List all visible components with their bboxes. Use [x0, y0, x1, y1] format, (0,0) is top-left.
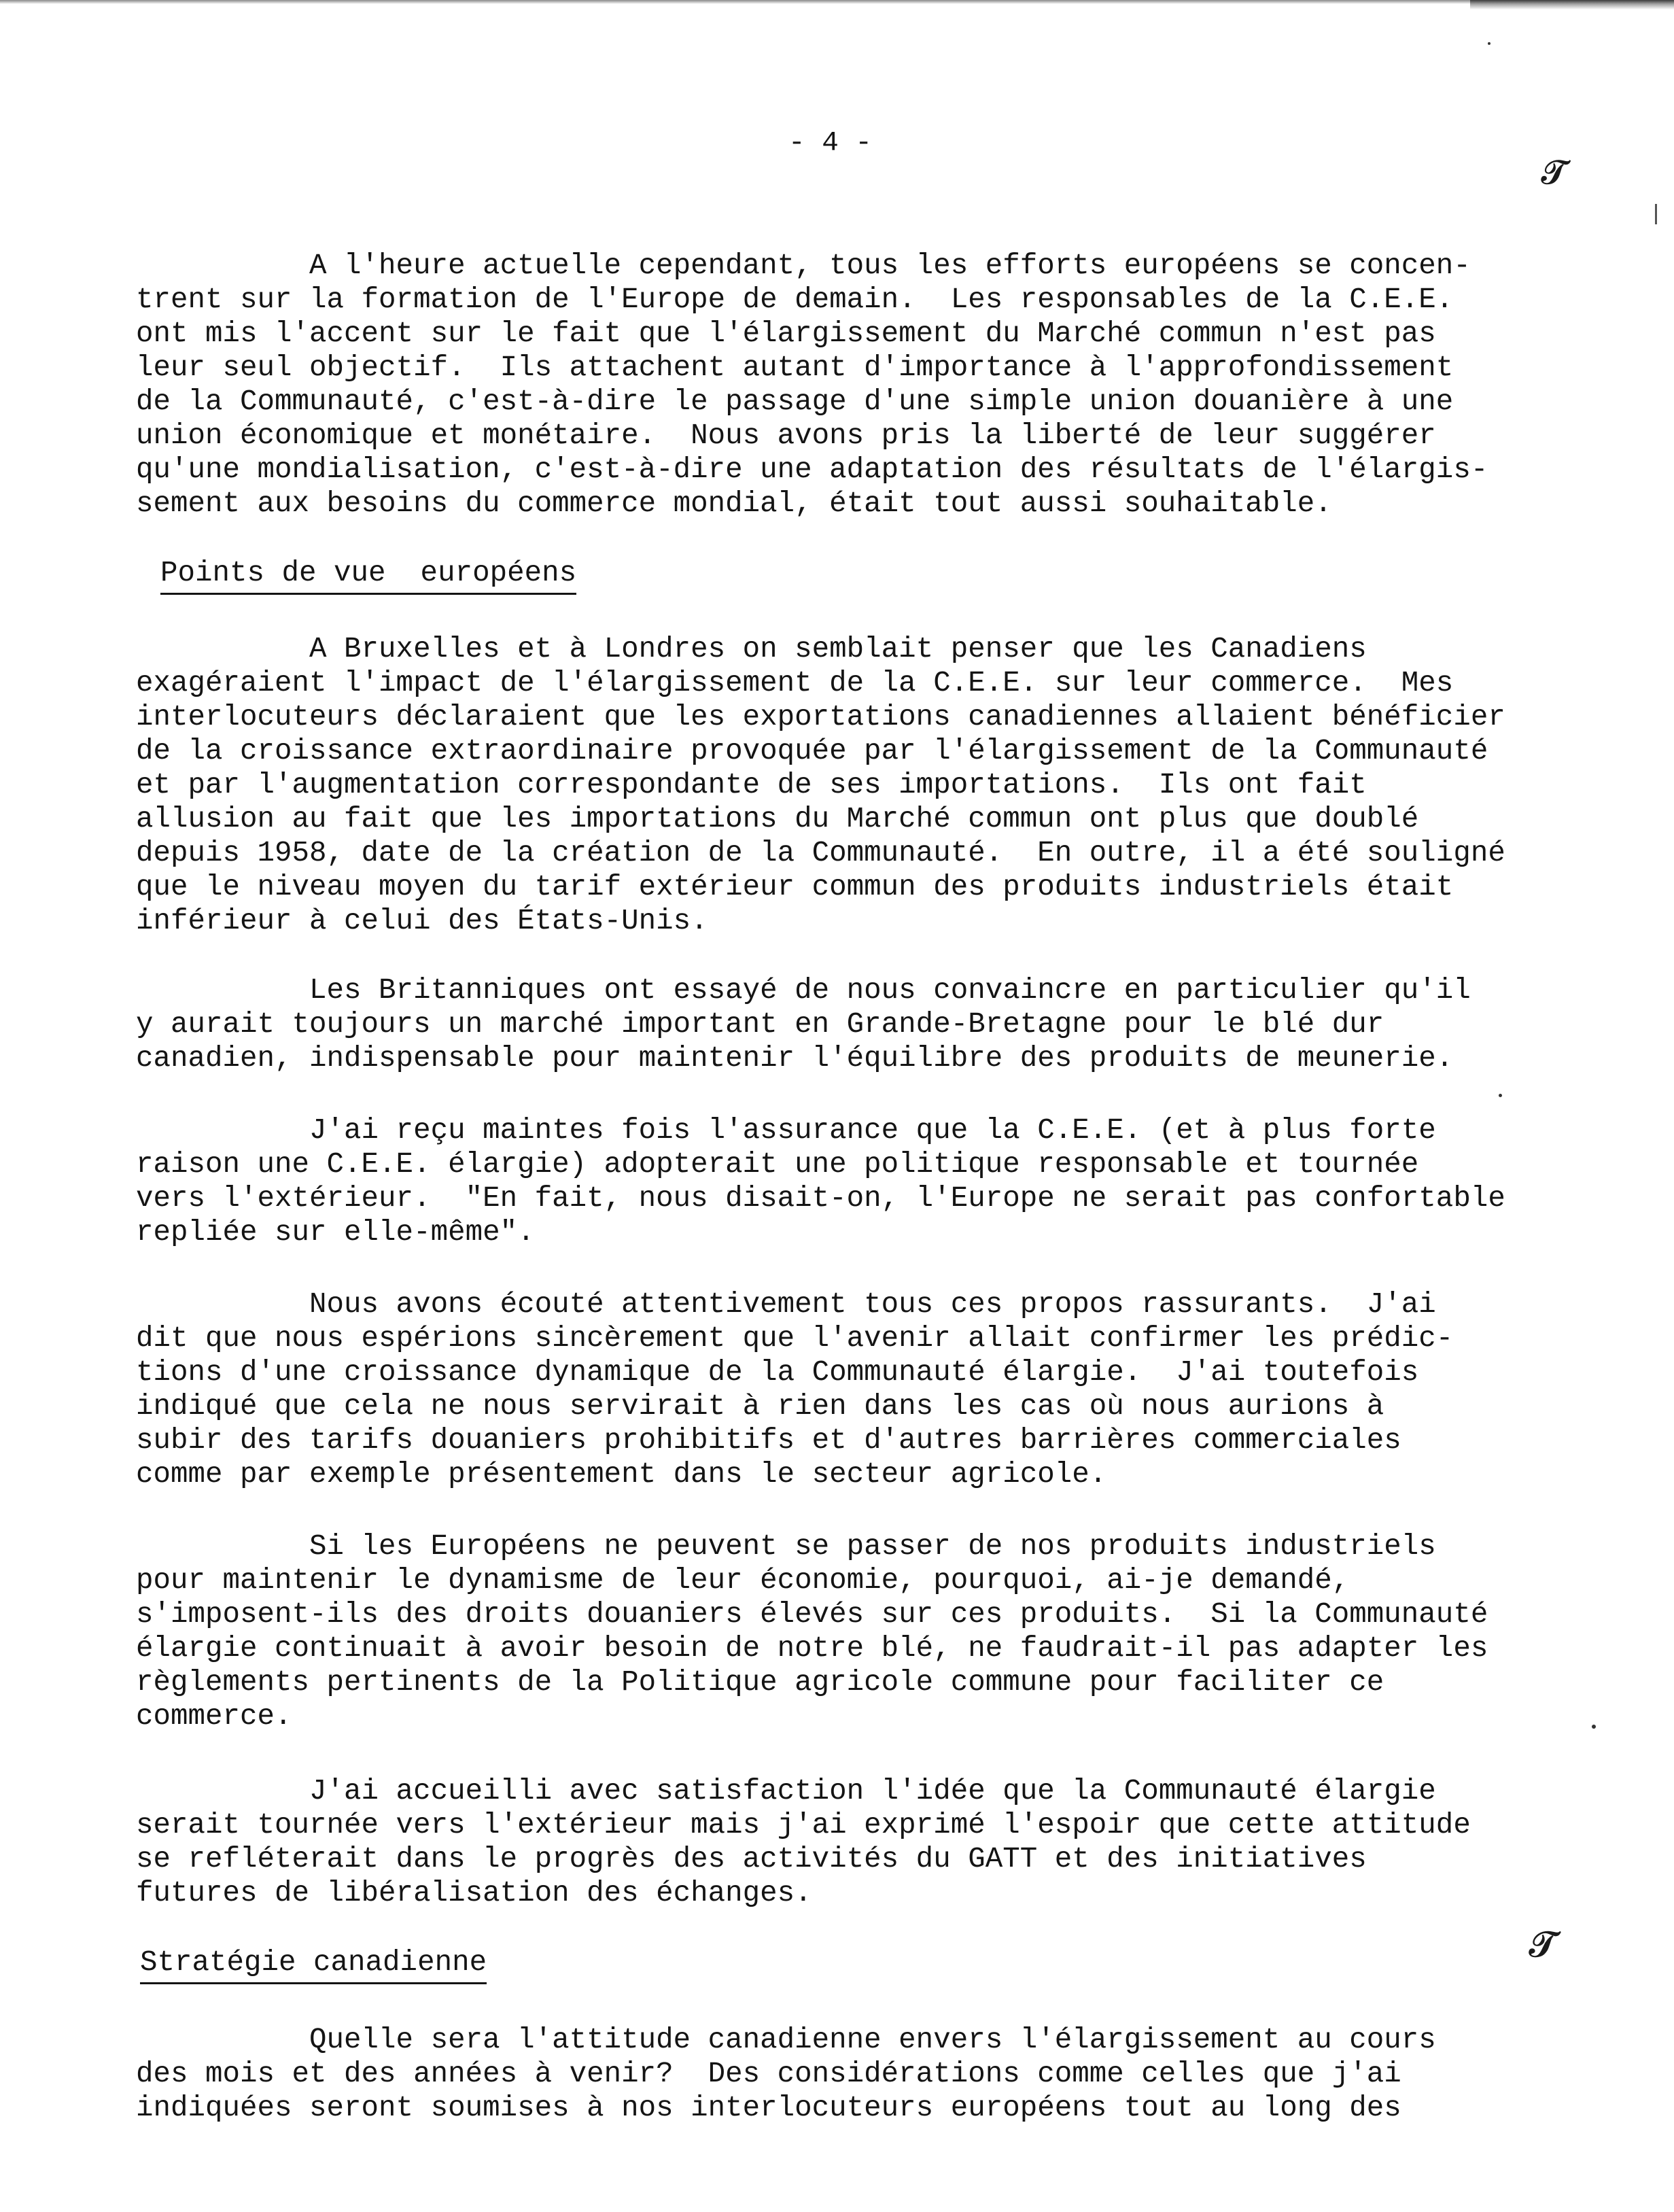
- text-line: vers l'extérieur. "En fait, nous disait-on, l'Europe ne serait pas confortable: [136, 1182, 1505, 1215]
- text-line: Les Britanniques ont essayé de nous convaincre en particulier qu'il: [136, 974, 1471, 1007]
- paragraph: [136, 249, 1550, 521]
- paragraph: [136, 1113, 1550, 1249]
- text-line: de la croissance extraordinaire provoquée par l'élargissement de la Communauté: [136, 735, 1488, 767]
- text-line: A Bruxelles et à Londres on semblait penser que les Canadiens: [136, 633, 1367, 666]
- paragraph: [136, 1288, 1550, 1491]
- text-line: J'ai reçu maintes fois l'assurance que la C.E.E. (et à plus forte: [136, 1114, 1436, 1147]
- text-line: leur seul objectif. Ils attachent autant d'importance à l'approfondissement: [136, 351, 1454, 384]
- text-line: se refléterait dans le progrès des activités du GATT et des initiatives: [136, 1843, 1367, 1876]
- paragraph: [136, 1774, 1550, 1910]
- margin-handwritten-mark: 𝒯: [1541, 154, 1567, 192]
- text-line: allusion au fait que les importations du Marché commun ont plus que doublé: [136, 803, 1419, 835]
- text-line: serait tournée vers l'extérieur mais j'ai exprimé l'espoir que cette attitude: [136, 1809, 1471, 1842]
- paragraph: [136, 973, 1550, 1075]
- text-line: ont mis l'accent sur le fait que l'élargissement du Marché commun n'est pas: [136, 317, 1436, 350]
- text-line: subir des tarifs douaniers prohibitifs et d'autres barrières commerciales: [136, 1424, 1401, 1457]
- text-line: des mois et des années à venir? Des considérations comme celles que j'ai: [136, 2058, 1401, 2090]
- section-heading-strategie: Stratégie canadienne: [140, 1946, 487, 1984]
- text-line: J'ai accueilli avec satisfaction l'idée que la Communauté élargie: [136, 1775, 1436, 1808]
- text-line: canadien, indispensable pour maintenir l'équilibre des produits de meunerie.: [136, 1042, 1454, 1075]
- text-line: sement aux besoins du commerce mondial, était tout aussi souhaitable.: [136, 487, 1332, 520]
- text-line: Nous avons écouté attentivement tous ces propos rassurants. J'ai: [136, 1288, 1436, 1321]
- text-line: Si les Européens ne peuvent se passer de nos produits industriels: [136, 1530, 1436, 1563]
- text-line: et par l'augmentation correspondante de ses importations. Ils ont fait: [136, 769, 1367, 801]
- section-heading-points-de-vue: Points de vue européens: [160, 556, 576, 595]
- text-line: futures de libéralisation des échanges.: [136, 1877, 812, 1909]
- scan-speck: [1499, 1094, 1502, 1097]
- page-number: - 4 -: [788, 128, 873, 159]
- scan-speck: [1488, 42, 1490, 45]
- text-line: exagéraient l'impact de l'élargissement de la C.E.E. sur leur commerce. Mes: [136, 667, 1454, 699]
- text-line: s'imposent-ils des droits douaniers élevés sur ces produits. Si la Communauté: [136, 1598, 1488, 1631]
- margin-handwritten-mark-2: 𝒯: [1529, 1924, 1556, 1965]
- text-line: qu'une mondialisation, c'est-à-dire une adaptation des résultats de l'élargis-: [136, 453, 1488, 486]
- text-line: comme par exemple présentement dans le secteur agricole.: [136, 1458, 1107, 1491]
- text-line: tions d'une croissance dynamique de la Communauté élargie. J'ai toutefois: [136, 1356, 1419, 1389]
- text-line: pour maintenir le dynamisme de leur économie, pourquoi, ai-je demandé,: [136, 1564, 1350, 1597]
- paragraph: [136, 2023, 1550, 2125]
- paragraph: [136, 1530, 1550, 1733]
- text-line: élargie continuait à avoir besoin de notre blé, ne faudrait-il pas adapter les: [136, 1632, 1488, 1665]
- text-line: y aurait toujours un marché important en Grande-Bretagne pour le blé dur: [136, 1008, 1384, 1041]
- text-line: inférieur à celui des États-Unis.: [136, 905, 708, 937]
- scan-top-edge: [0, 0, 1674, 4]
- text-line: trent sur la formation de l'Europe de demain. Les responsables de la C.E.E.: [136, 283, 1454, 316]
- text-line: indiquées seront soumises à nos interlocuteurs européens tout au long des: [136, 2092, 1401, 2124]
- text-line: interlocuteurs déclaraient que les exportations canadiennes allaient bénéficier: [136, 701, 1505, 733]
- text-line: Quelle sera l'attitude canadienne envers l'élargissement au cours: [136, 2024, 1436, 2056]
- margin-vertical-mark: [1655, 204, 1657, 224]
- text-line: raison une C.E.E. élargie) adopterait une politique responsable et tournée: [136, 1148, 1419, 1181]
- text-line: A l'heure actuelle cependant, tous les efforts européens se concen-: [136, 249, 1471, 282]
- text-line: indiqué que cela ne nous servirait à rien dans les cas où nous aurions à: [136, 1390, 1384, 1423]
- text-line: repliée sur elle-même".: [136, 1216, 535, 1249]
- text-line: commerce.: [136, 1700, 292, 1733]
- text-line: depuis 1958, date de la création de la Communauté. En outre, il a été souligné: [136, 837, 1505, 869]
- text-line: que le niveau moyen du tarif extérieur commun des produits industriels était: [136, 871, 1454, 903]
- text-line: règlements pertinents de la Politique agricole commune pour faciliter ce: [136, 1666, 1384, 1699]
- text-line: union économique et monétaire. Nous avons pris la liberté de leur suggérer: [136, 419, 1436, 452]
- paragraph: [136, 632, 1550, 938]
- text-line: dit que nous espérions sincèrement que l'avenir allait confirmer les prédic-: [136, 1322, 1454, 1355]
- scan-speck: [1592, 1725, 1596, 1729]
- scan-top-right-edge: [1470, 0, 1674, 10]
- text-line: de la Communauté, c'est-à-dire le passage d'une simple union douanière à une: [136, 385, 1454, 418]
